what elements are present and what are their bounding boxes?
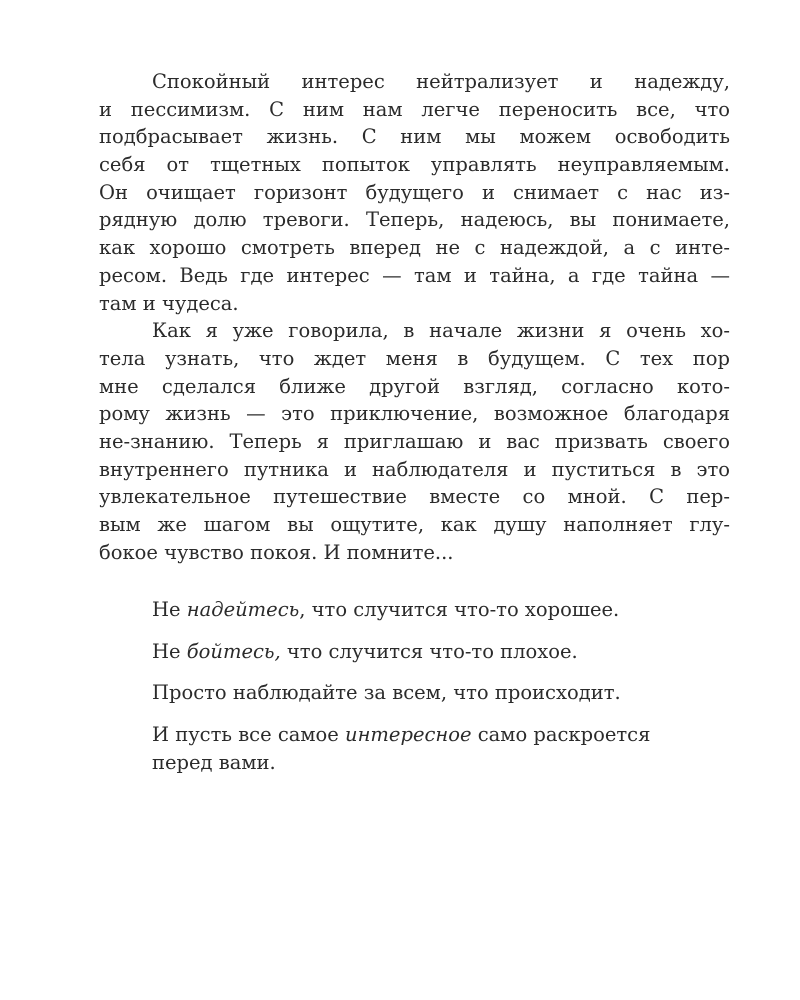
- text-line: Как я уже говорила, в начале жизни я очень хо-: [152, 319, 730, 343]
- text-fragment: И пусть все самое: [152, 723, 346, 747]
- text-line: ресом. Ведь где интерес — там и тайна, а где тайна —: [99, 263, 730, 287]
- text-fragment: , что случится что-то хорошее.: [299, 598, 620, 621]
- text-line: внутреннего путника и наблюдателя и пуститься в это: [99, 457, 730, 481]
- closing-line-2: [152, 638, 730, 666]
- emphasis-text: интересное: [345, 723, 472, 747]
- text-line: там и чудеса.: [99, 291, 239, 315]
- text-line: мне сделался ближе другой взгляд, согласно кото-: [99, 374, 730, 398]
- text-line: рому жизнь — это приключение, возможное благодаря: [99, 402, 730, 426]
- text-fragment: Просто наблюдайте за всем, что происходит.: [152, 681, 621, 705]
- text-line: тела узнать, что ждет меня в будущем. С тех пор: [99, 346, 730, 370]
- text-line: [152, 721, 730, 749]
- main-text: [99, 68, 730, 566]
- text-line: рядную долю тревоги. Теперь, надеюсь, вы понимаете,: [99, 208, 730, 232]
- text-line: перед вами.: [152, 750, 276, 774]
- closing-line-3: [152, 679, 730, 707]
- closing-line-4: [152, 721, 730, 776]
- text-line: бокое чувство покоя. И помните...: [99, 540, 454, 564]
- text-line: Спокойный интерес нейтрализует и надежду,: [152, 70, 730, 93]
- text-line: и пессимизм. С ним нам легче переносить все, что: [99, 97, 730, 121]
- text-line: Он очищает горизонт будущего и снимает с нас из-: [99, 180, 730, 204]
- text-line: подбрасывает жизнь. С ним мы можем освободить: [99, 125, 730, 149]
- closing-lines: [152, 596, 730, 791]
- text-fragment: что случится что-то плохое.: [280, 639, 578, 663]
- paragraph-1: [99, 68, 730, 317]
- text-line: как хорошо смотреть вперед не с надеждой, а с инте-: [99, 236, 730, 260]
- closing-line-1: [152, 596, 730, 624]
- emphasis-text: надейтесь: [186, 598, 300, 621]
- text-line: себя от тщетных попыток управлять неуправляемым.: [99, 153, 730, 177]
- text-fragment: Не: [152, 639, 187, 663]
- text-fragment: само раскроется: [471, 723, 651, 747]
- text-line: вым же шагом вы ощутите, как душу наполняет глу-: [99, 513, 730, 536]
- text-line: не-знанию. Теперь я приглашаю и вас призвать своего: [99, 429, 730, 453]
- emphasis-text: бойтесь,: [186, 639, 281, 663]
- text-line: увлекательное путешествие вместе со мной. С пер-: [99, 485, 730, 509]
- text-fragment: Не: [152, 598, 187, 621]
- paragraph-2: [99, 317, 730, 566]
